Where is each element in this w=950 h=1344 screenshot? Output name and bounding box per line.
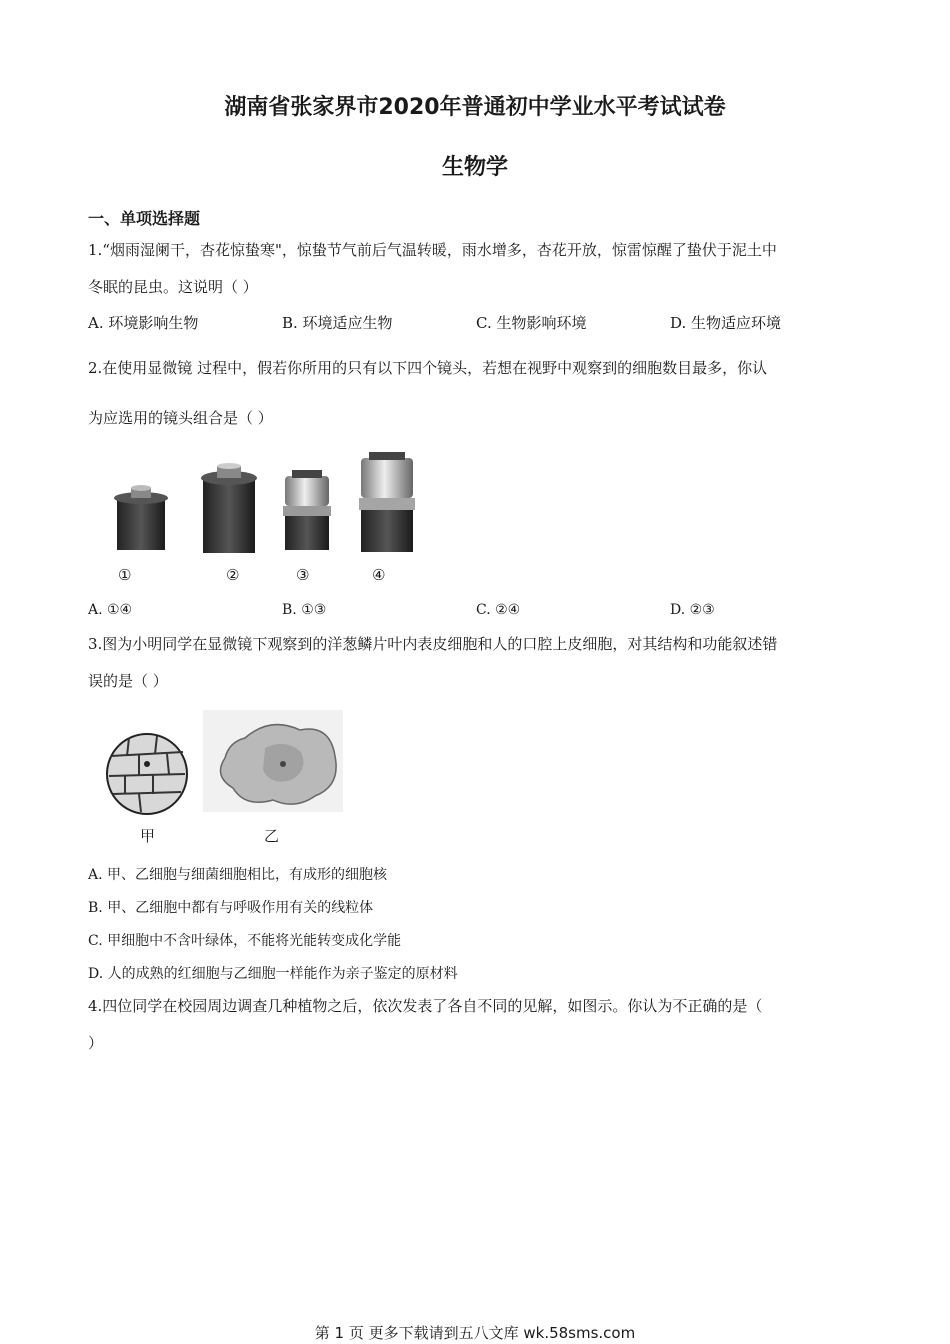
q1-line1: 1.“烟雨湿阑干，杏花惊蛰寒"，惊蛰节气前后气温转暖，雨水增多，杏花开放，惊雷惊醒了蛰伏于泥土中: [88, 241, 777, 259]
q2-option-b: B. ①③: [282, 602, 327, 618]
lens-label-4: ④: [372, 566, 386, 584]
cell-label-yi: 乙: [264, 827, 280, 845]
lens-4-objective-long: [359, 452, 415, 552]
q3-option-a: A. 甲、乙细胞与细菌细胞相比，有成形的细胞核: [88, 867, 388, 883]
q3-option-d: D. 人的成熟的红细胞与乙细胞一样能作为亲子鉴定的原材料: [88, 966, 458, 982]
cheek-cells-image: [203, 710, 343, 812]
onion-cells-image: [107, 734, 187, 814]
q1-option-b: B. 环境适应生物: [282, 314, 393, 332]
q2-line2: 为应选用的镜头组合是（ ）: [88, 409, 273, 427]
q2-option-a: A. ①④: [88, 602, 133, 618]
q1-option-c: C. 生物影响环境: [476, 314, 587, 332]
page-footer: 第 1 页 更多下载请到五八文库 wk.58sms.com: [314, 1324, 636, 1342]
q1-option-a: A. 环境影响生物: [88, 314, 199, 332]
q3-option-c: C. 甲细胞中不含叶绿体，不能将光能转变成化学能: [88, 933, 402, 949]
lens-label-2: ②: [226, 566, 240, 584]
q2-line1: 2.在使用显微镜 过程中，假若你所用的只有以下四个镜头，若想在视野中观察到的细胞数目最多，你认: [88, 359, 768, 377]
q2-option-d: D. ②③: [670, 602, 715, 618]
lens-label-3: ③: [296, 566, 310, 584]
q4-line2: ）: [88, 1034, 104, 1052]
exam-title: 湖南省张家界市2020年普通初中学业水平考试试卷: [224, 95, 726, 120]
q3-line2: 误的是（ ）: [88, 672, 168, 690]
section-heading: 一、单项选择题: [88, 209, 201, 228]
q3-option-b: B. 甲、乙细胞中都有与呼吸作用有关的线粒体: [88, 900, 374, 916]
exam-subtitle: 生物学: [441, 155, 508, 180]
q4-line1: 4.四位同学在校园周边调查几种植物之后，依次发表了各自不同的见解，如图示。你认为不正确的是（: [88, 997, 763, 1015]
lens-3-objective-short: [283, 470, 331, 550]
lens-label-1: ①: [118, 566, 132, 584]
q2-option-c: C. ②④: [476, 602, 521, 618]
q1-option-d: D. 生物适应环境: [670, 314, 782, 332]
q1-line2: 冬眠的昆虫。这说明（ ）: [88, 278, 258, 296]
cells-figure: [95, 708, 350, 818]
lens-1-eyepiece-short: [114, 485, 168, 550]
q3-line1: 3.图为小明同学在显微镜下观察到的洋葱鳞片叶内表皮细胞和人的口腔上皮细胞，对其结构和功能叙述错: [88, 635, 778, 653]
cell-label-jia: 甲: [140, 827, 156, 845]
lens-2-eyepiece-long: [201, 463, 257, 553]
